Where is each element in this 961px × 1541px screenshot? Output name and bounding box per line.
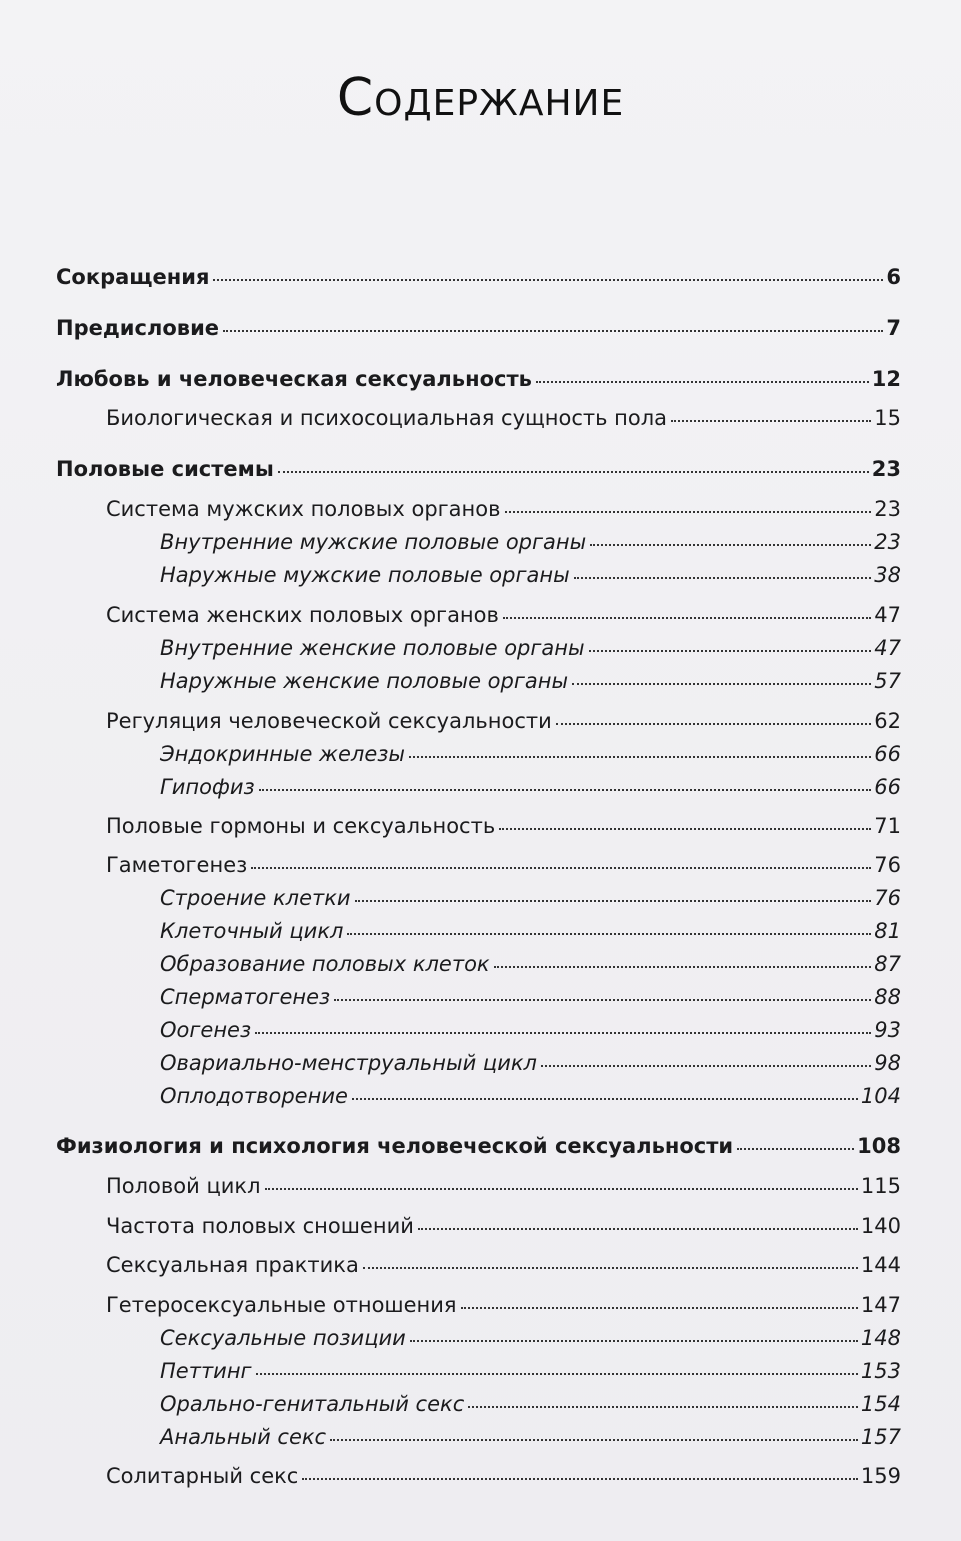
toc-entry-page: 15 [874, 406, 901, 430]
toc-entry-label: Сексуальные позиции [160, 1326, 406, 1350]
toc-entry [160, 949, 901, 979]
dot-leader [363, 1267, 858, 1269]
toc-entry [160, 883, 901, 913]
dot-leader [468, 1406, 858, 1408]
toc-entry [160, 666, 901, 696]
toc-entry-label: Наружные мужские половые органы [160, 563, 570, 587]
toc-entry-page: 66 [874, 775, 901, 799]
dot-leader [494, 966, 872, 968]
toc-entry-label: Гаметогенез [106, 853, 248, 877]
toc-entry-page: 38 [874, 563, 901, 587]
toc-entry-page: 71 [874, 814, 901, 838]
toc-entry [160, 1015, 901, 1045]
dot-leader [251, 867, 871, 869]
toc-entry [160, 1422, 901, 1452]
toc-entry [160, 560, 901, 590]
toc-entry-page: 47 [874, 636, 901, 660]
toc-entry-label: Предисловие [56, 316, 220, 340]
toc-entry-page: 7 [886, 316, 901, 340]
toc-entry-label: Гетеросексуальные отношения [106, 1293, 457, 1317]
toc-entry-page: 76 [874, 886, 901, 910]
dot-leader [352, 1098, 858, 1100]
toc-entry-page: 147 [860, 1293, 901, 1317]
toc-entry-label: Регуляция человеческой сексуальности [106, 709, 552, 733]
dot-leader [505, 511, 872, 513]
dot-leader [330, 1439, 858, 1441]
toc-entry-page: 88 [874, 985, 901, 1009]
toc-entry [106, 811, 901, 841]
toc-entry-label: Петтинг [160, 1359, 252, 1383]
toc-entry [160, 982, 901, 1012]
dot-leader [265, 1188, 858, 1190]
toc-entry [160, 527, 901, 557]
dot-leader [541, 1065, 871, 1067]
dot-leader [556, 723, 871, 725]
dot-leader [223, 330, 883, 332]
toc-entry-label: Половой цикл [106, 1174, 261, 1198]
dot-leader [574, 577, 872, 579]
toc-entry [160, 1048, 901, 1078]
dot-leader [671, 420, 871, 422]
toc-entry-label: Анальный секс [160, 1425, 327, 1449]
dot-leader [737, 1148, 854, 1150]
toc-entry-label: Частота половых сношений [106, 1214, 414, 1238]
dot-leader [334, 999, 871, 1001]
toc-entry [106, 494, 901, 524]
dot-leader [590, 544, 871, 546]
toc-entry-page: 153 [860, 1359, 901, 1383]
dot-leader [499, 828, 871, 830]
toc-entry-label: Внутренние женские половые органы [160, 636, 585, 660]
dot-leader [302, 1478, 858, 1480]
toc-entry-page: 66 [874, 742, 901, 766]
toc-entry-label: Строение клетки [160, 886, 351, 910]
dot-leader [589, 650, 872, 652]
toc-entry [56, 313, 901, 343]
toc-entry-page: 12 [871, 367, 901, 391]
toc-entry-page: 108 [857, 1134, 901, 1158]
toc-entry-page: 81 [874, 919, 901, 943]
toc-entry-page: 154 [860, 1392, 901, 1416]
dot-leader [503, 617, 871, 619]
toc-entry [106, 1211, 901, 1241]
toc-entry [160, 772, 901, 802]
toc-entry-page: 159 [860, 1464, 901, 1488]
toc-entry [56, 262, 901, 292]
toc-entry [160, 1356, 901, 1386]
toc-entry [160, 1323, 901, 1353]
toc-entry [106, 600, 901, 630]
toc-entry [160, 916, 901, 946]
toc-entry-page: 76 [874, 853, 901, 877]
toc-entry-page: 57 [874, 669, 901, 693]
toc-entry [106, 403, 901, 433]
dot-leader [256, 1373, 858, 1375]
toc-entry-page: 157 [860, 1425, 901, 1449]
toc-entry-label: Половые системы [56, 457, 274, 481]
dot-leader [355, 900, 872, 902]
toc-entry-label: Оплодотворение [160, 1084, 348, 1108]
dot-leader [409, 756, 871, 758]
toc-entry-label: Солитарный секс [106, 1464, 299, 1488]
dot-leader [347, 933, 871, 935]
toc-entry-label: Образование половых клеток [160, 952, 490, 976]
toc-entry-page: 62 [874, 709, 901, 733]
toc-entry-page: 23 [874, 497, 901, 521]
toc-entry-page: 140 [860, 1214, 901, 1238]
page-title: Содержание [336, 68, 625, 128]
toc-entry-page: 104 [860, 1084, 901, 1108]
toc-entry-label: Овариально-менструальный цикл [160, 1051, 537, 1075]
toc-entry [160, 633, 901, 663]
toc-entry-label: Половые гормоны и сексуальность [106, 814, 496, 838]
toc-entry-page: 115 [860, 1174, 901, 1198]
toc-entry [106, 850, 901, 880]
toc-entry-label: Система мужских половых органов [106, 497, 501, 521]
toc-entry-page: 87 [874, 952, 901, 976]
toc-entry-label: Сокращения [56, 265, 210, 289]
toc-entry [106, 1250, 901, 1280]
toc-entry-page: 47 [874, 603, 901, 627]
dot-leader [213, 279, 883, 281]
toc-entry-label: Оогенез [160, 1018, 252, 1042]
toc-entry-page: 23 [874, 530, 901, 554]
dot-leader [410, 1340, 858, 1342]
toc-entry-page: 6 [886, 265, 901, 289]
toc-entry-page: 93 [874, 1018, 901, 1042]
toc-entry-label: Эндокринные железы [160, 742, 405, 766]
toc-entry [106, 1461, 901, 1491]
dot-leader [536, 381, 869, 383]
dot-leader [259, 789, 872, 791]
toc-entry-label: Биологическая и психосоциальная сущность пола [106, 406, 668, 430]
toc-entry-page: 148 [860, 1326, 901, 1350]
toc-entry-label: Гипофиз [160, 775, 255, 799]
toc-entry [106, 706, 901, 736]
toc-entry-label: Система женских половых органов [106, 603, 499, 627]
toc-entry-page: 144 [860, 1253, 901, 1277]
toc-entry-label: Клеточный цикл [160, 919, 344, 943]
toc-entry-label: Наружные женские половые органы [160, 669, 569, 693]
toc-entry-label: Сексуальная практика [106, 1253, 359, 1277]
toc-entry [56, 454, 901, 484]
toc-entry [106, 1171, 901, 1201]
toc-entry-page: 98 [874, 1051, 901, 1075]
toc-entry-label: Любовь и человеческая сексуальность [56, 367, 532, 391]
toc-entry-label: Орально-генитальный секс [160, 1392, 465, 1416]
toc-entry-label: Сперматогенез [160, 985, 331, 1009]
dot-leader [418, 1228, 858, 1230]
toc-entry-label: Внутренние мужские половые органы [160, 530, 587, 554]
toc-entry [106, 1290, 901, 1320]
dot-leader [461, 1307, 858, 1309]
toc-entry [160, 739, 901, 769]
toc-entry [160, 1081, 901, 1111]
toc-entry [56, 364, 901, 394]
dot-leader [278, 471, 869, 473]
toc-entry-page: 23 [871, 457, 901, 481]
dot-leader [572, 683, 871, 685]
toc-entry [56, 1131, 901, 1161]
toc-entry [160, 1389, 901, 1419]
dot-leader [255, 1032, 871, 1034]
toc-entry-label: Физиология и психология человеческой сексуальности [56, 1134, 734, 1158]
